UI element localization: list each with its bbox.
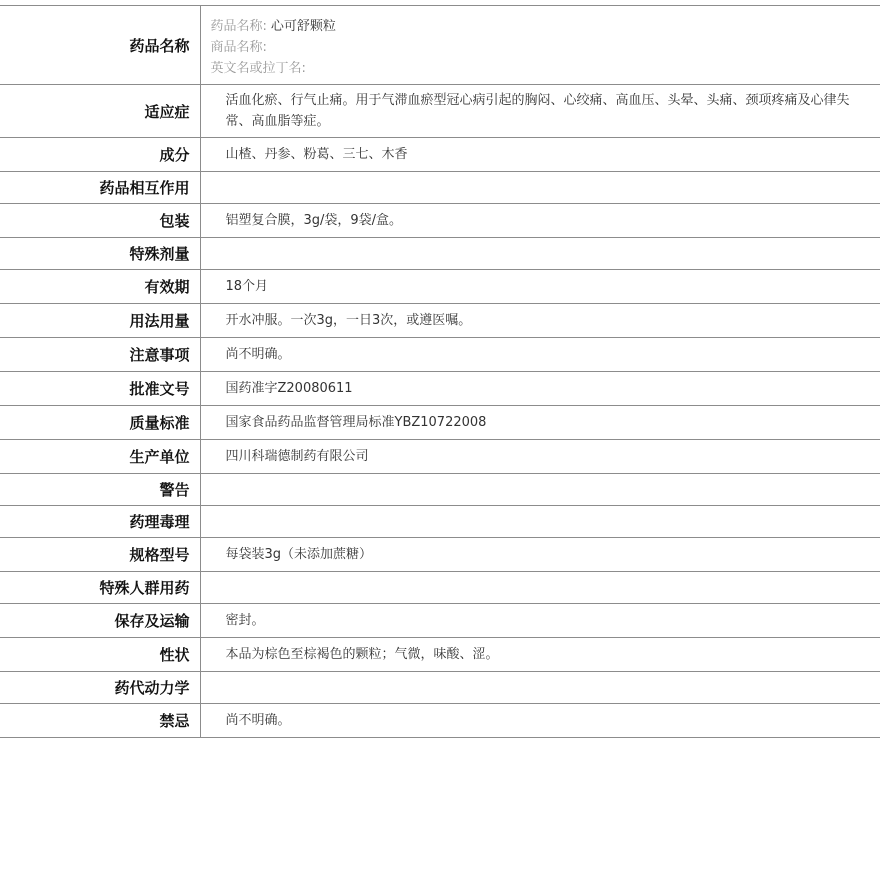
row-label: 注意事项 — [0, 338, 200, 372]
approval-number-row — [0, 372, 880, 406]
trade-name-line — [211, 37, 871, 58]
row-value: 每袋装3g（未添加蔗糖） — [225, 547, 373, 562]
dosage-row — [0, 304, 880, 338]
generic-name-value: 心可舒颗粒 — [270, 19, 336, 34]
manufacturer-row — [0, 440, 880, 474]
special-dosage-row — [0, 238, 880, 270]
row-value: 密封。 — [225, 613, 265, 628]
row-value — [200, 474, 880, 506]
row-label: 特殊剂量 — [0, 238, 200, 270]
row-label: 药品相互作用 — [0, 172, 200, 204]
row-value: 尚不明确。 — [225, 713, 291, 728]
row-value: 18个月 — [225, 279, 269, 294]
row-label: 用法用量 — [0, 304, 200, 338]
storage-transport-row — [0, 604, 880, 638]
drug-names-cell — [200, 6, 880, 85]
row-label: 包装 — [0, 204, 200, 238]
pharmacokinetics-row — [0, 672, 880, 704]
row-value — [200, 506, 880, 538]
row-label: 成分 — [0, 138, 200, 172]
warning-row — [0, 474, 880, 506]
row-value — [200, 672, 880, 704]
drug-info-table — [0, 5, 880, 738]
row-label: 质量标准 — [0, 406, 200, 440]
row-label: 适应症 — [0, 85, 200, 138]
drug-name-row — [0, 6, 880, 85]
row-value: 本品为棕色至棕褐色的颗粒；气微，味酸、涩。 — [225, 647, 499, 662]
drug-interactions-row — [0, 172, 880, 204]
quality-standard-row — [0, 406, 880, 440]
contraindications-row — [0, 704, 880, 738]
row-value — [200, 172, 880, 204]
row-value: 尚不明确。 — [225, 347, 291, 362]
row-value: 国药准字Z20080611 — [225, 381, 353, 396]
generic-name-key: 药品名称: — [210, 19, 267, 34]
row-label: 有效期 — [0, 270, 200, 304]
trade-name-key: 商品名称: — [210, 40, 267, 55]
row-label: 药代动力学 — [0, 672, 200, 704]
row-value: 开水冲服。一次3g，一日3次，或遵医嘱。 — [225, 313, 472, 328]
english-name-line — [211, 58, 871, 79]
row-value: 国家食品药品监督管理局标准YBZ10722008 — [225, 415, 487, 430]
row-label: 药品名称 — [0, 6, 200, 85]
packaging-row — [0, 204, 880, 238]
row-label: 保存及运输 — [0, 604, 200, 638]
special-populations-row — [0, 572, 880, 604]
row-label: 性状 — [0, 638, 200, 672]
row-value — [200, 238, 880, 270]
row-label: 生产单位 — [0, 440, 200, 474]
english-name-key: 英文名或拉丁名: — [210, 61, 306, 76]
generic-name-line — [211, 16, 871, 37]
row-label: 禁忌 — [0, 704, 200, 738]
ingredients-row — [0, 138, 880, 172]
pharmacology-toxicology-row — [0, 506, 880, 538]
row-label: 特殊人群用药 — [0, 572, 200, 604]
row-label: 药理毒理 — [0, 506, 200, 538]
row-value: 山楂、丹参、粉葛、三七、木香 — [225, 147, 408, 162]
precautions-row — [0, 338, 880, 372]
row-label: 批准文号 — [0, 372, 200, 406]
row-label: 警告 — [0, 474, 200, 506]
row-value: 铝塑复合膜，3g/袋，9袋/盒。 — [225, 213, 403, 228]
specification-row — [0, 538, 880, 572]
indication-row — [0, 85, 880, 138]
row-value: 四川科瑞德制药有限公司 — [225, 449, 369, 464]
row-value — [200, 572, 880, 604]
row-value: 活血化瘀、行气止痛。用于气滞血瘀型冠心病引起的胸闷、心绞痛、高血压、头晕、头痛、颈项疼痛及心律失常、高血脂等症。 — [225, 93, 850, 129]
shelf-life-row — [0, 270, 880, 304]
description-row — [0, 638, 880, 672]
row-label: 规格型号 — [0, 538, 200, 572]
